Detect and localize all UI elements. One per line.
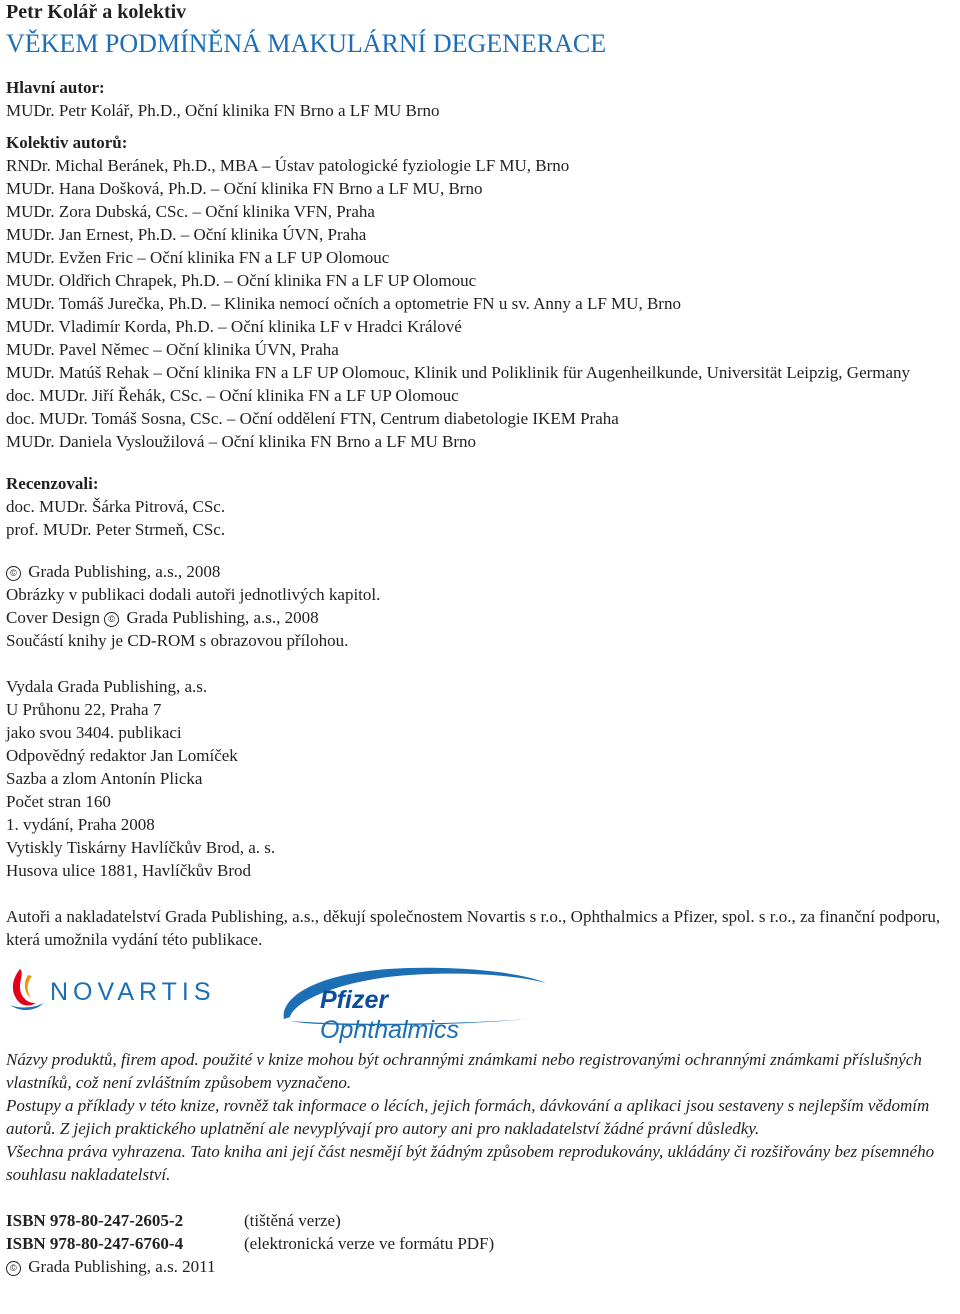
liability-notice: Postupy a příklady v této knize, rovněž tak informace o lécích, jejich formách, dávkování a aplikaci jsou sestaveny s nejlepším vědomím autorů. Z jejich praktického uplatnění ale nevyplývají pro autory ani pro nakladatelství žádné právní důsledky. <box>6 1096 930 1138</box>
trademark-notice: Názvy produktů, firem apod. použité v knize mohou být ochrannými známkami nebo registrovanými ochrannými známkami příslušných vlastníků, což není zvláštním způsobem vyznačeno. <box>6 1050 922 1092</box>
copyright-icon: © <box>6 566 21 581</box>
list-item: MUDr. Tomáš Jurečka, Ph.D. – Klinika nemocí očních a optometrie FN u sv. Anny a LF MU, Brno <box>6 294 681 313</box>
pfizer-ophthalmics: Ophthalmics <box>320 1016 459 1044</box>
list-item: MUDr. Zora Dubská, CSc. – Oční klinika VFN, Praha <box>6 202 375 221</box>
main-author-entry: MUDr. Petr Kolář, Ph.D., Oční klinika FN Brno a LF MU Brno <box>6 101 440 120</box>
list-item: MUDr. Oldřich Chrapek, Ph.D. – Oční klinika FN a LF UP Olomouc <box>6 271 477 290</box>
imprint-line: Husova ulice 1881, Havlíčkův Brod <box>6 861 252 880</box>
pfizer-name: Pfizer <box>320 986 389 1014</box>
novartis-flame-icon <box>6 967 46 1013</box>
reviewers-list <box>6 495 956 541</box>
imprint-line: jako svou 3404. publikaci <box>6 723 182 742</box>
sponsor-logos <box>6 961 956 1044</box>
copyright-text: Grada Publishing, a.s., 2008 <box>28 562 221 581</box>
list-item: MUDr. Matúš Rehak – Oční klinika FN a LF UP Olomouc, Klinik und Poliklinik für Augenheilkunde, Universität Leipzig, Germany <box>6 363 911 382</box>
list-item: MUDr. Pavel Němec – Oční klinika ÚVN, Praha <box>6 340 339 359</box>
author-line: Petr Kolář a kolektiv <box>6 1 187 23</box>
isbn-note: (tištěná verze) <box>244 1211 341 1230</box>
imprint-line: Vydala Grada Publishing, a.s. <box>6 677 208 696</box>
cd-rom-note: Součástí knihy je CD-ROM s obrazovou přílohou. <box>6 631 349 650</box>
images-credit: Obrázky v publikaci dodali autoři jednotlivých kapitol. <box>6 585 381 604</box>
isbn-row <box>6 1232 956 1255</box>
imprint-line: Odpovědný redaktor Jan Lomíček <box>6 746 238 765</box>
cover-design-line <box>6 606 956 629</box>
list-item: doc. MUDr. Šárka Pitrová, CSc. <box>6 497 226 516</box>
novartis-logo <box>6 967 216 1013</box>
list-item: MUDr. Vladimír Korda, Ph.D. – Oční klinika LF v Hradci Králové <box>6 317 462 336</box>
final-copyright-text: Grada Publishing, a.s. 2011 <box>28 1257 216 1276</box>
list-item: prof. MUDr. Peter Strmeň, CSc. <box>6 520 226 539</box>
cover-design-label: Cover Design <box>6 608 100 627</box>
list-item: MUDr. Evžen Fric – Oční klinika FN a LF UP Olomouc <box>6 248 390 267</box>
list-item: MUDr. Hana Došková, Ph.D. – Oční klinika FN Brno a LF MU, Brno <box>6 179 483 198</box>
imprint-block <box>6 675 956 882</box>
final-copyright-line <box>6 1255 956 1278</box>
sponsor-thanks: Autoři a nakladatelství Grada Publishing, a.s., děkují společnostem Novartis s r.o., Ophthalmics a Pfizer, spol. s r.o., za finanční podporu, která umožnila vydání této publikace. <box>6 907 941 949</box>
list-item: RNDr. Michal Beránek, Ph.D., MBA – Ústav patologické fyziologie LF MU, Brno <box>6 156 570 175</box>
list-item: MUDr. Daniela Vysloužilová – Oční klinika FN Brno a LF MU Brno <box>6 432 476 451</box>
list-item: doc. MUDr. Tomáš Sosna, CSc. – Oční oddělení FTN, Centrum diabetologie IKEM Praha <box>6 409 619 428</box>
imprint-line: Vytiskly Tiskárny Havlíčkův Brod, a. s. <box>6 838 276 857</box>
copyright-page <box>6 0 956 1278</box>
book-title: VĚKEM PODMÍNĚNÁ MAKULÁRNÍ DEGENERACE <box>6 29 607 58</box>
copyright-icon: © <box>6 1261 21 1276</box>
isbn-row <box>6 1209 956 1232</box>
collective-list <box>6 154 956 453</box>
cover-design-owner: Grada Publishing, a.s., 2008 <box>126 608 319 627</box>
isbn-note: (elektronická verze ve formátu PDF) <box>244 1234 495 1253</box>
isbn-code: ISBN 978-80-247-6760-4 <box>6 1234 184 1253</box>
list-item: doc. MUDr. Jiří Řehák, CSc. – Oční klinika FN a LF UP Olomouc <box>6 386 459 405</box>
isbn-code: ISBN 978-80-247-2605-2 <box>6 1211 184 1230</box>
isbn-block <box>6 1209 956 1278</box>
copyright-icon: © <box>104 612 119 627</box>
collective-heading: Kolektiv autorů: <box>6 133 128 152</box>
pfizer-wordmark <box>320 985 459 1045</box>
main-author-heading: Hlavní autor: <box>6 78 105 97</box>
rights-notice: Všechna práva vyhrazena. Tato kniha ani její část nesmějí být žádným způsobem reprodukovány, ukládány či rozšiřovány bez písemného souhlasu nakladatelství. <box>6 1142 935 1184</box>
novartis-wordmark: NOVARTIS <box>50 978 216 1006</box>
imprint-line: 1. vydání, Praha 2008 <box>6 815 155 834</box>
imprint-line: U Průhonu 22, Praha 7 <box>6 700 162 719</box>
legal-disclaimer <box>6 1048 956 1186</box>
copyright-line <box>6 560 956 583</box>
imprint-line: Počet stran 160 <box>6 792 111 811</box>
imprint-line: Sazba a zlom Antonín Plicka <box>6 769 203 788</box>
copyright-block <box>6 560 956 652</box>
reviewers-heading: Recenzovali: <box>6 474 99 493</box>
list-item: MUDr. Jan Ernest, Ph.D. – Oční klinika ÚVN, Praha <box>6 225 367 244</box>
